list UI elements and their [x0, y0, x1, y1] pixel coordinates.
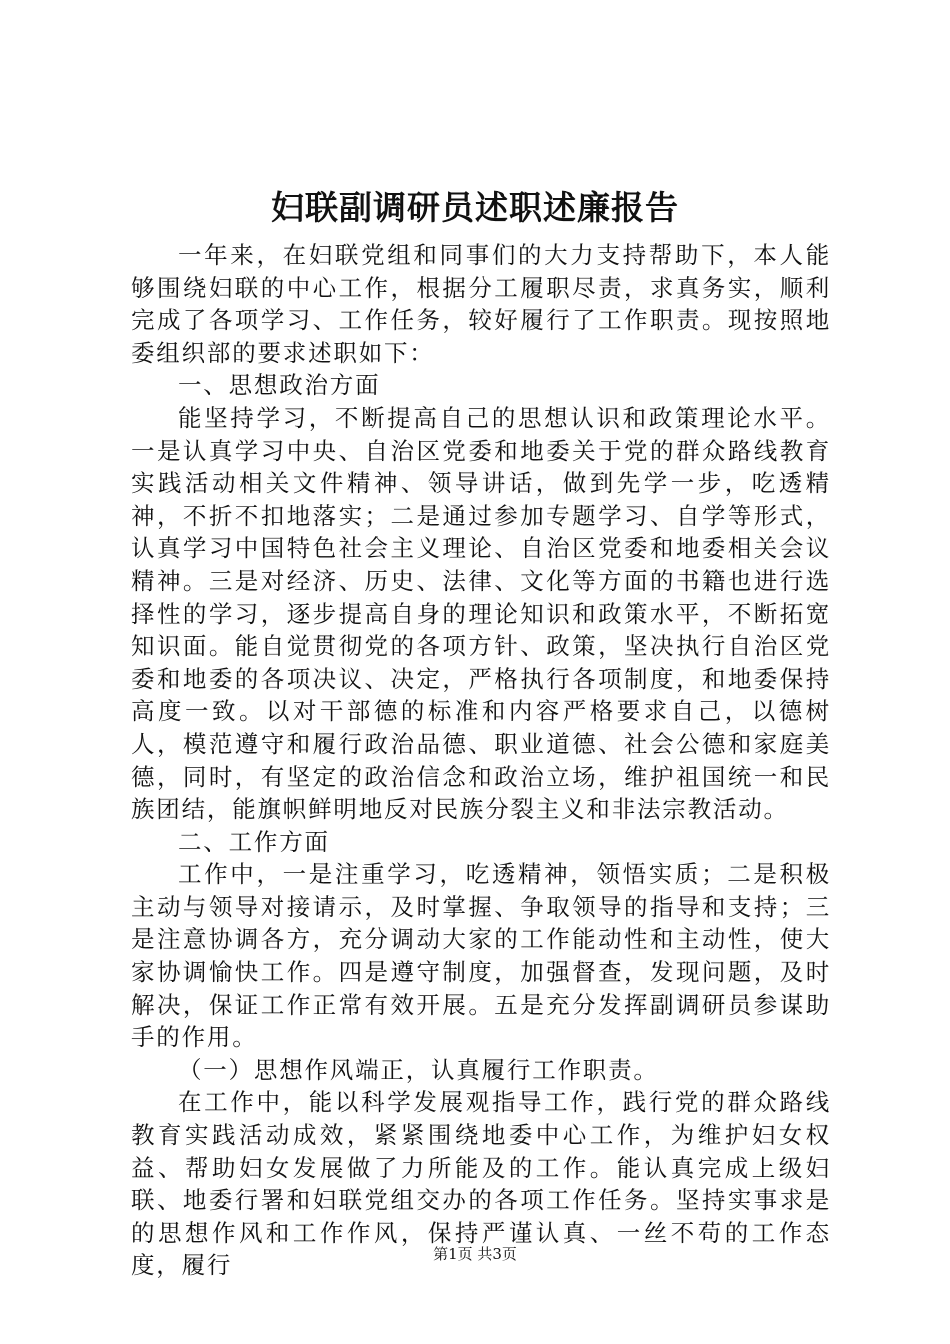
section-heading-work: 二、工作方面: [178, 827, 330, 856]
section-heading-political: 一、思想政治方面: [178, 371, 381, 400]
work-paragraph: 工作中，一是注重学习，吃透精神，领悟实质；二是积极主动与领导对接请示，及时掌握、争取领导的指导和支持；三是注意协调各方，充分调动大家的工作能动性和主动性，使大家协调愉快工作。四是遵守制度，加强督查，发现问题，及时解决，保证工作正常有效开展。五是充分发挥副调研员参谋助手的作用。: [131, 860, 831, 1052]
page-number-footer: 第1页 共3页: [433, 1245, 517, 1263]
political-paragraph: 能坚持学习，不断提高自己的思想认识和政策理论水平。一是认真学习中央、自治区党委和地委关于党的群众路线教育实践活动相关文件精神、领导讲话，做到先学一步，吃透精神，不折不扣地落实；二是通过参加专题学习、自学等形式，认真学习中国特色社会主义理论、自治区党委和地委相关会议精神。三是对经济、历史、法律、文化等方面的书籍也进行选择性的学习，逐步提高自身的理论知识和政策水平，不断拓宽知识面。能自觉贯彻党的各项方针、政策，坚决执行自治区党委和地委的各项决议、决定，严格执行各项制度，和地委保持高度一致。以对干部德的标准和内容严格要求自己，以德树人，模范遵守和履行政治品德、职业道德、社会公德和家庭美德，同时，有坚定的政治信念和政治立场，维护祖国统一和民族团结，能旗帜鲜明地反对民族分裂主义和非法宗教活动。: [131, 403, 831, 824]
style-paragraph: 在工作中，能以科学发展观指导工作，践行党的群众路线教育实践活动成效，紧紧围绕地委中心工作，为维护妇女权益、帮助妇女发展做了力所能及的工作。能认真完成上级妇联、地委行署和妇联党组交办的各项工作任务。坚持实事求是的思想作风和工作作风，保持严谨认真、一丝不苟的工作态度，履行: [131, 1088, 831, 1280]
document-title: 妇联副调研员述职述廉报告: [271, 188, 679, 227]
intro-paragraph: 一年来，在妇联党组和同事们的大力支持帮助下，本人能够围绕妇联的中心工作，根据分工履职尽责，求真务实，顺利完成了各项学习、工作任务，较好履行了工作职责。现按照地委组织部的要求述职如下：: [131, 241, 831, 367]
subsection-heading-style: （一）思想作风端正，认真履行工作职责。: [178, 1055, 659, 1084]
document-body: [131, 239, 831, 1282]
